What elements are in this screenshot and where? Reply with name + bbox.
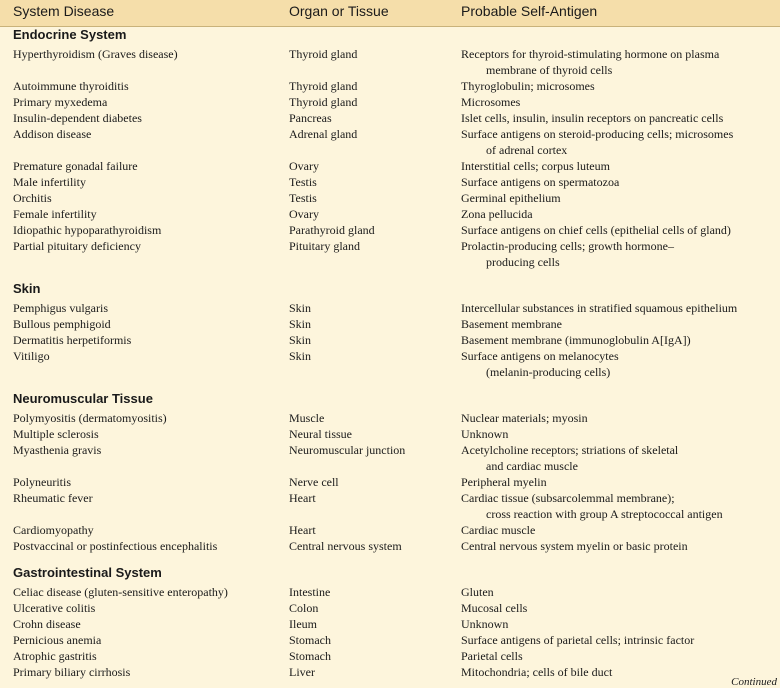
antigen-cell (461, 474, 779, 490)
disease-cell: Pernicious anemia (13, 633, 102, 647)
disease-cell: Male infertility (13, 175, 86, 189)
disease-cell: Insulin-dependent diabetes (13, 111, 142, 125)
antigen-cell (461, 426, 779, 442)
antigen-line: Thyroglobulin; microsomes (461, 79, 595, 93)
antigen-cell (461, 410, 779, 426)
antigen-line: Mucosal cells (461, 601, 528, 615)
antigen-line: Surface antigens of parietal cells; intrinsic factor (461, 633, 695, 647)
antigen-line: Surface antigens on chief cells (epithelial cells of gland) (461, 223, 731, 237)
organ-cell: Ovary (289, 159, 319, 173)
antigen-line: Microsomes (461, 95, 521, 109)
organ-cell: Pancreas (289, 111, 332, 125)
antigen-cell (461, 300, 779, 316)
organ-cell: Thyroid gland (289, 47, 358, 61)
antigen-line: Surface antigens on steroid-producing cells; microsomes (461, 127, 734, 141)
antigen-cell (461, 348, 779, 380)
column-header-disease: System Disease (13, 3, 115, 19)
disease-cell: Pemphigus vulgaris (13, 301, 108, 315)
antigen-line: Surface antigens on spermatozoa (461, 175, 620, 189)
organ-cell: Skin (289, 333, 312, 347)
organ-cell: Neuromuscular junction (289, 443, 406, 457)
disease-cell: Polymyositis (dermatomyositis) (13, 411, 167, 425)
antigen-line: Cardiac muscle (461, 523, 536, 537)
organ-cell: Liver (289, 665, 315, 679)
antigen-cell (461, 94, 779, 110)
organ-cell: Ovary (289, 207, 319, 221)
organ-cell: Heart (289, 491, 316, 505)
antigen-line: Germinal epithelium (461, 191, 561, 205)
disease-cell: Primary myxedema (13, 95, 108, 109)
antigen-line: Surface antigens on melanocytes (461, 349, 619, 363)
organ-cell: Heart (289, 523, 316, 537)
disease-cell: Dermatitis herpetiformis (13, 333, 132, 347)
antigen-line: of adrenal cortex (486, 143, 568, 157)
organ-cell: Adrenal gland (289, 127, 358, 141)
disease-cell: Bullous pemphigoid (13, 317, 111, 331)
antigen-cell (461, 206, 779, 222)
antigen-cell (461, 616, 779, 632)
disease-cell: Primary biliary cirrhosis (13, 665, 131, 679)
organ-cell: Thyroid gland (289, 79, 358, 93)
antigen-line: Acetylcholine receptors; striations of skeletal (461, 443, 679, 457)
antigen-line: cross reaction with group A streptococcal antigen (486, 507, 723, 521)
disease-cell: Addison disease (13, 127, 92, 141)
organ-cell: Intestine (289, 585, 331, 599)
section-heading: Skin (13, 281, 41, 296)
antigen-cell (461, 442, 779, 474)
disease-cell: Myasthenia gravis (13, 443, 102, 457)
antigen-line: membrane of thyroid cells (486, 63, 613, 77)
organ-cell: Thyroid gland (289, 95, 358, 109)
antigen-cell (461, 190, 779, 206)
organ-cell: Skin (289, 317, 312, 331)
disease-cell: Rheumatic fever (13, 491, 93, 505)
antigen-cell (461, 158, 779, 174)
disease-cell: Idiopathic hypoparathyroidism (13, 223, 162, 237)
organ-cell: Colon (289, 601, 319, 615)
organ-cell: Parathyroid gland (289, 223, 375, 237)
antigen-cell (461, 316, 779, 332)
antigen-line: Islet cells, insulin, insulin receptors on pancreatic cells (461, 111, 724, 125)
disease-cell: Orchitis (13, 191, 52, 205)
organ-cell: Muscle (289, 411, 325, 425)
antigen-cell (461, 238, 779, 270)
table-header (0, 0, 780, 27)
disease-cell: Crohn disease (13, 617, 81, 631)
antigen-cell (461, 222, 779, 238)
organ-cell: Stomach (289, 633, 331, 647)
antigen-cell (461, 174, 779, 190)
antigen-line: Peripheral myelin (461, 475, 547, 489)
antigen-cell (461, 648, 779, 664)
antigen-cell (461, 490, 779, 522)
antigen-line: Mitochondria; cells of bile duct (461, 665, 613, 679)
disease-cell: Autoimmune thyroiditis (13, 79, 129, 93)
disease-cell: Female infertility (13, 207, 97, 221)
section-heading: Gastrointestinal System (13, 565, 162, 580)
organ-cell: Skin (289, 349, 312, 363)
organ-cell: Central nervous system (289, 539, 402, 553)
disease-cell: Vitiligo (13, 349, 50, 363)
disease-cell: Multiple sclerosis (13, 427, 99, 441)
organ-cell: Testis (289, 191, 317, 205)
disease-cell: Atrophic gastritis (13, 649, 97, 663)
continued-note: Continued (731, 676, 777, 688)
disease-cell: Ulcerative colitis (13, 601, 96, 615)
antigen-cell (461, 126, 779, 158)
antigen-cell (461, 584, 779, 600)
disease-cell: Celiac disease (gluten-sensitive enteropathy) (13, 585, 228, 599)
antigen-cell (461, 538, 779, 554)
column-header-antigen: Probable Self-Antigen (461, 3, 598, 19)
antigen-cell (461, 110, 779, 126)
antigen-line: Cardiac tissue (subsarcolemmal membrane); (461, 491, 675, 505)
antigen-cell (461, 46, 779, 78)
antigen-line: Receptors for thyroid-stimulating hormone on plasma (461, 47, 720, 61)
organ-cell: Stomach (289, 649, 331, 663)
organ-cell: Nerve cell (289, 475, 339, 489)
disease-cell: Postvaccinal or postinfectious encephalitis (13, 539, 218, 553)
disease-cell: Partial pituitary deficiency (13, 239, 141, 253)
disease-cell: Premature gonadal failure (13, 159, 138, 173)
antigen-line: Central nervous system myelin or basic protein (461, 539, 688, 553)
antigen-cell (461, 522, 779, 538)
organ-cell: Neural tissue (289, 427, 352, 441)
antigen-cell (461, 632, 779, 648)
antigen-line: Basement membrane (immunoglobulin A[IgA]) (461, 333, 691, 347)
disease-cell: Polyneuritis (13, 475, 72, 489)
antigen-line: (melanin-producing cells) (486, 365, 611, 379)
antigen-line: and cardiac muscle (486, 459, 578, 473)
antigen-line: Interstitial cells; corpus luteum (461, 159, 610, 173)
antigen-line: Basement membrane (461, 317, 562, 331)
antigen-cell (461, 600, 779, 616)
antigen-line: Nuclear materials; myosin (461, 411, 588, 425)
antigen-line: Intercellular substances in stratified squamous epithelium (461, 301, 738, 315)
antigen-line: Unknown (461, 617, 509, 631)
organ-cell: Pituitary gland (289, 239, 360, 253)
antigen-cell (461, 78, 779, 94)
organ-cell: Skin (289, 301, 312, 315)
antigen-line: Unknown (461, 427, 509, 441)
disease-cell: Hyperthyroidism (Graves disease) (13, 47, 178, 61)
antigen-line: Prolactin-producing cells; growth hormone– (461, 239, 674, 253)
antigen-line: Gluten (461, 585, 494, 599)
section-heading: Endocrine System (13, 27, 127, 42)
disease-cell: Cardiomyopathy (13, 523, 94, 537)
antigen-line: Zona pellucida (461, 207, 533, 221)
antigen-cell (461, 332, 779, 348)
organ-cell: Testis (289, 175, 317, 189)
section-heading: Neuromuscular Tissue (13, 391, 153, 406)
column-header-organ: Organ or Tissue (289, 3, 389, 19)
antigen-line: Parietal cells (461, 649, 523, 663)
antigen-line: producing cells (486, 255, 560, 269)
organ-cell: Ileum (289, 617, 317, 631)
